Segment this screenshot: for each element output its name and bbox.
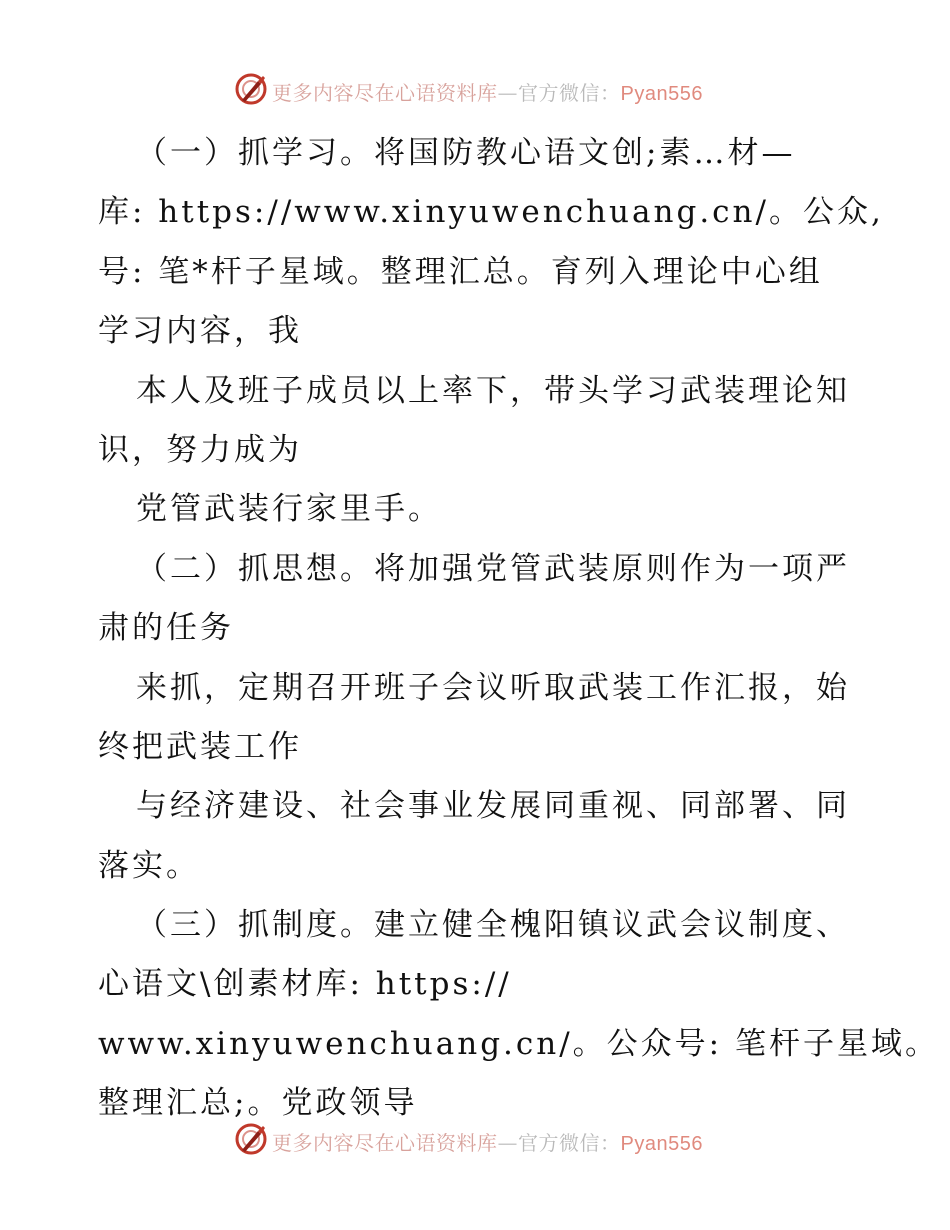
banner-main-text: 更多内容尽在心语资料库: [272, 81, 498, 105]
document-body: [98, 124, 939, 1134]
brush-logo-icon: [234, 1122, 268, 1156]
text-line: （二）抓思想。将加强党管武装原则作为一项严: [136, 550, 850, 587]
text-line: （一）抓学习。将国防教心语文创;素…材—: [136, 135, 796, 171]
text-line: 与经济建设、社会事业发展同重视、同部署、同: [136, 788, 850, 825]
banner-wechat-id: Pyan556: [620, 83, 703, 105]
banner-separator: —: [497, 81, 518, 105]
text-line: www.xinyuwenchuang.cn/。公众号: 笔杆子星域。: [98, 1025, 939, 1062]
text-line: 终把武装工作: [98, 728, 302, 765]
text-line: 号: 笔*杆子星域。整理汇总。育列入理论中心组: [98, 253, 823, 290]
banner-wechat-id: Pyan556: [620, 1133, 703, 1155]
text-line: 党管武装行家里手。: [136, 491, 442, 528]
header-banner: [0, 70, 950, 110]
text-line: 本人及班子成员以上率下，带头学习武装理论知: [136, 372, 850, 409]
banner-text: [272, 1127, 703, 1156]
banner-main-text: 更多内容尽在心语资料库: [272, 1131, 498, 1155]
text-line: 肃的任务: [98, 610, 234, 647]
text-line: 心语文\创素材库: https://: [98, 966, 512, 1003]
text-line: （三）抓制度。建立健全槐阳镇议武会议制度、: [136, 907, 850, 944]
footer-banner: [0, 1120, 950, 1160]
banner-separator: —: [497, 1131, 518, 1155]
banner-wechat-label: 官方微信：: [518, 1131, 621, 1155]
text-line: 学习内容，我: [98, 313, 302, 350]
text-line: 识，努力成为: [98, 431, 302, 468]
banner-wechat-label: 官方微信：: [518, 81, 621, 105]
text-line: 整理汇总;。党政领导: [98, 1085, 418, 1122]
text-line: 来抓，定期召开班子会议听取武装工作汇报，始: [136, 669, 850, 706]
text-line: 库: https://www.xinyuwenchuang.cn/。公众,: [98, 194, 884, 231]
brush-logo-icon: [234, 72, 268, 106]
banner-text: [272, 77, 703, 106]
text-line: 落实。: [98, 847, 200, 884]
